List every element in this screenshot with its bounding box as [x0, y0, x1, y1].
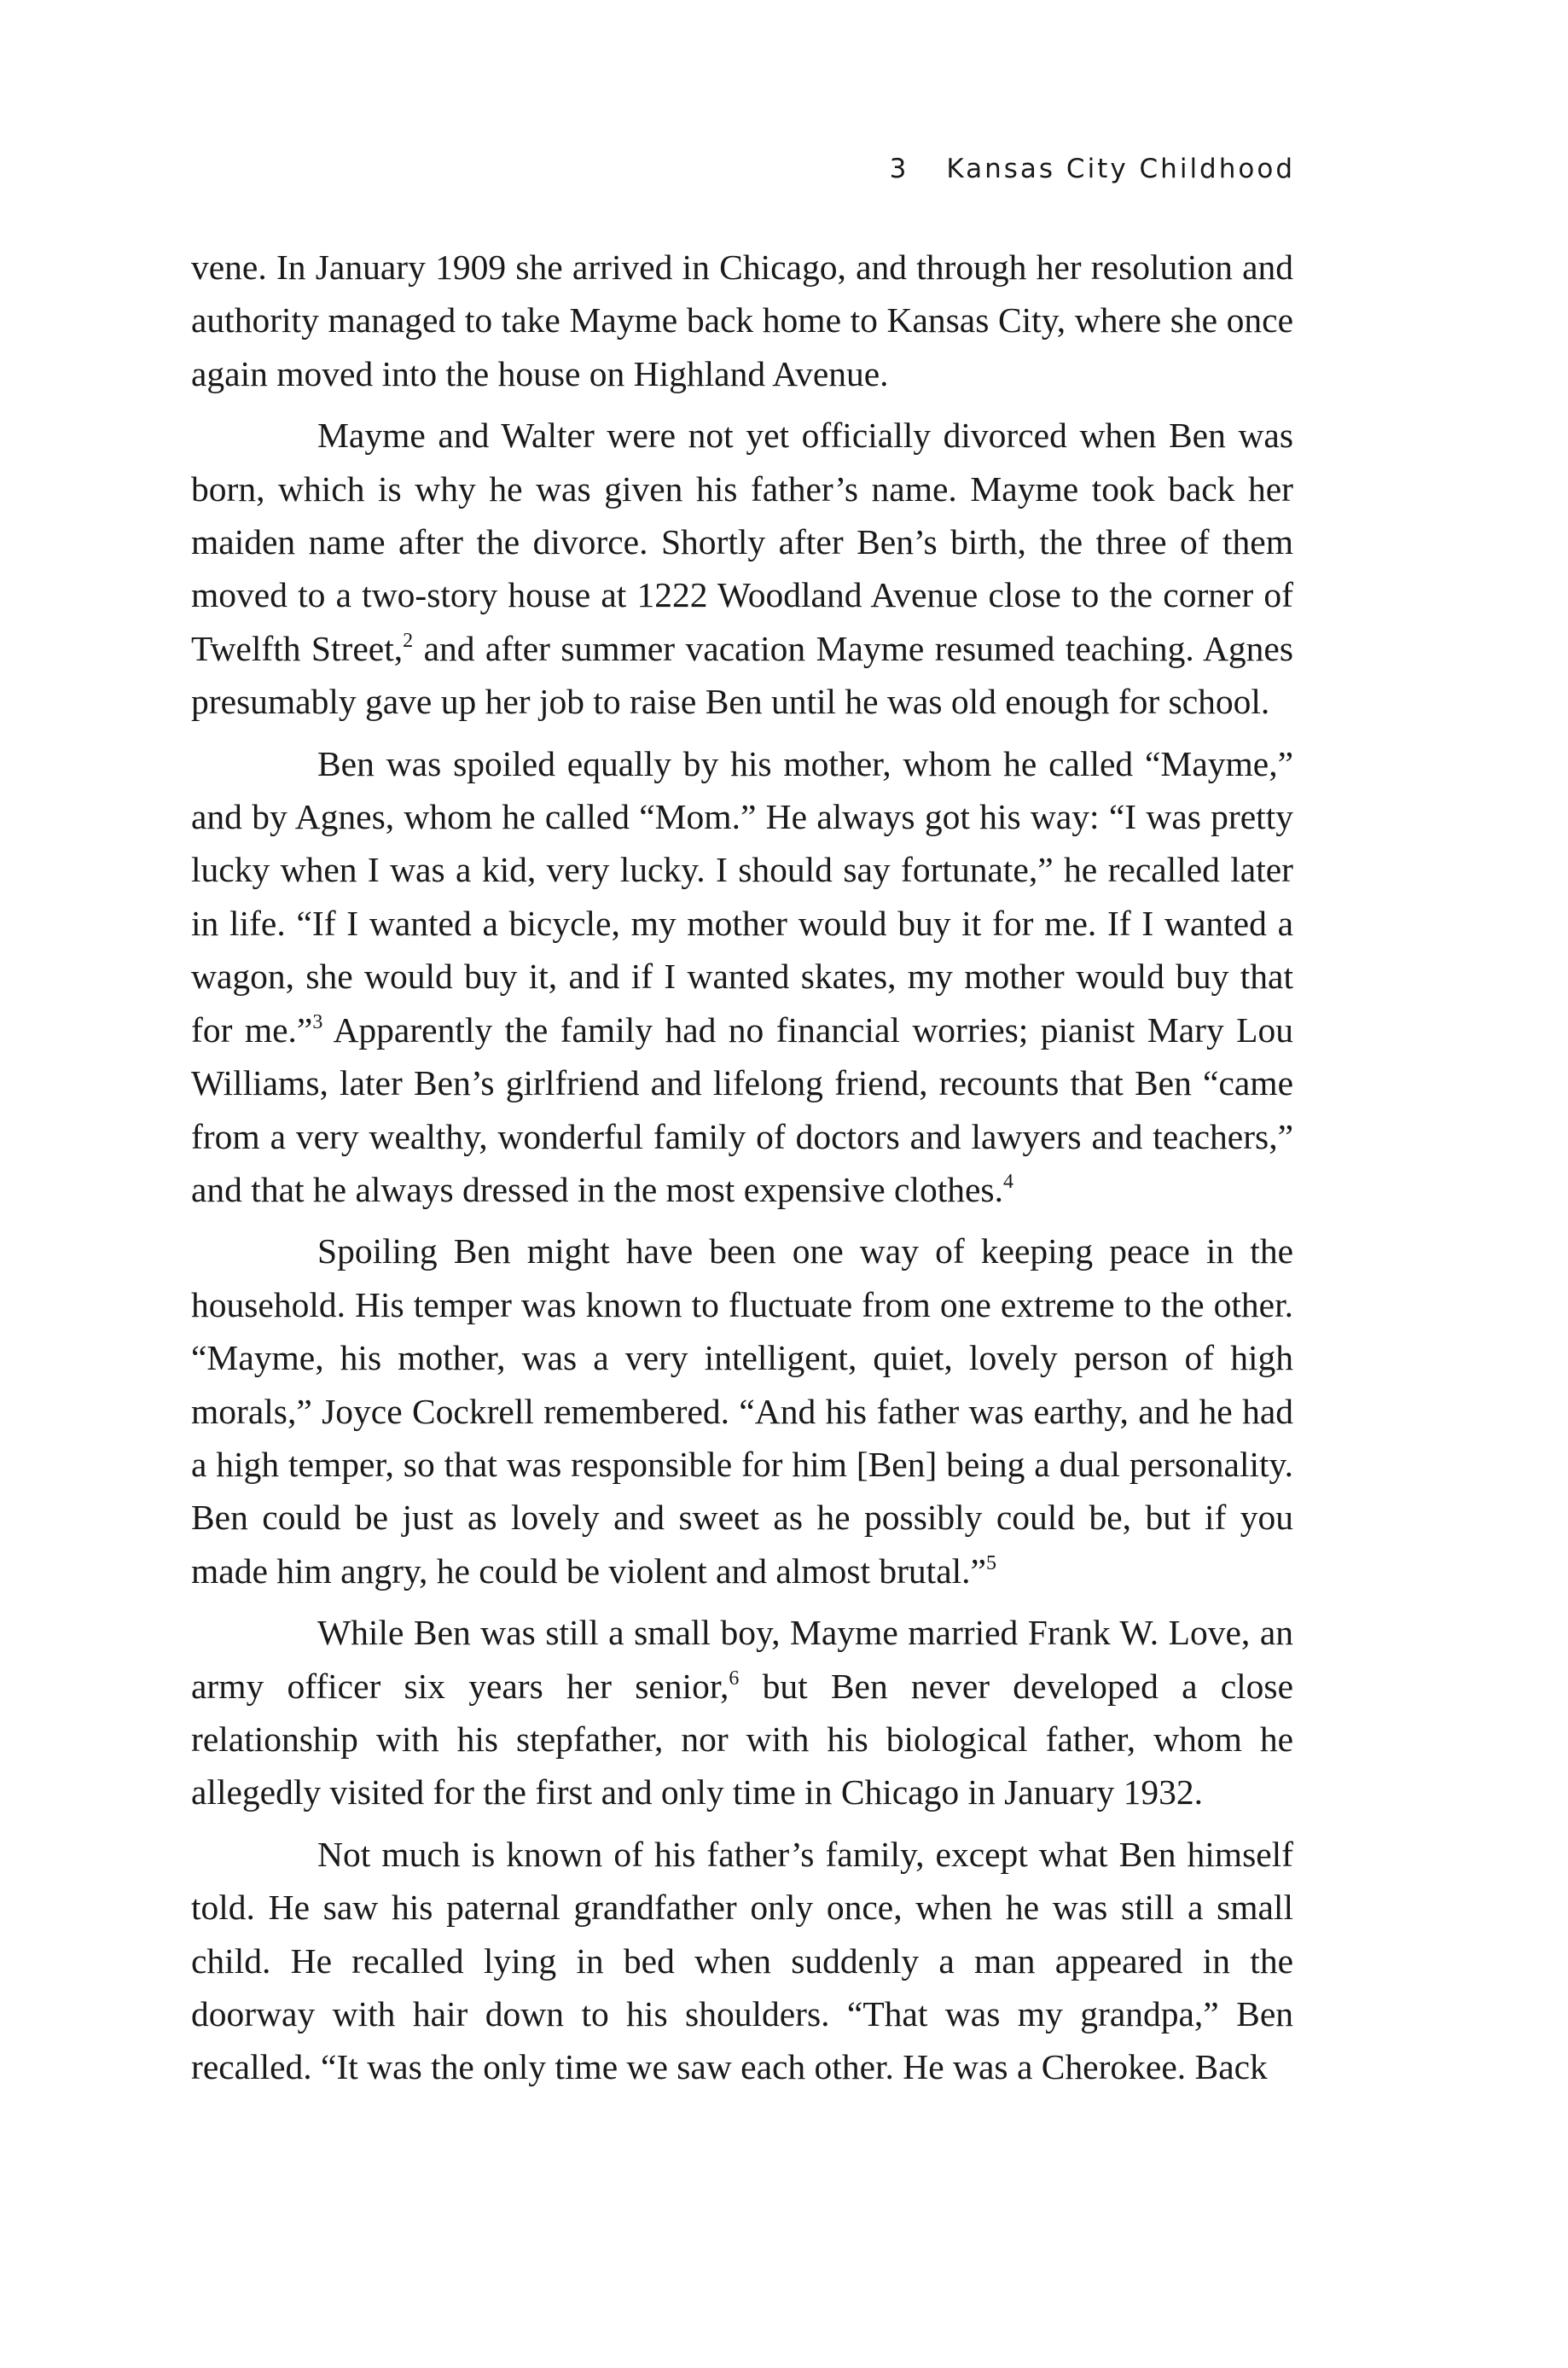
paragraph-4	[191, 1225, 1293, 1597]
paragraph-text: but Ben never developed a close relationship with his stepfather, nor with his biological father, whom he allegedly visited for the first and only time in Chicago in January 1932.	[191, 1666, 1293, 1812]
paragraph-text: vene. In January 1909 she arrived in Chicago, and through her resolution and authority managed to take Mayme back home to Kansas City, where she once again moved into the house on Highland Avenue.	[191, 247, 1293, 393]
footnote-reference: 5	[985, 1551, 996, 1574]
paragraph-2	[191, 409, 1293, 728]
body-text	[191, 241, 1293, 2103]
running-head	[890, 154, 1295, 184]
paragraph-text: and after summer vacation Mayme resumed teaching. Agnes presumably gave up her job to raise Ben until he was old enough for school.	[191, 628, 1293, 722]
page-number: 3	[889, 154, 909, 184]
chapter-title: Kansas City Childhood	[946, 154, 1295, 184]
footnote-reference: 3	[312, 1010, 323, 1033]
paragraph-text: Apparently the family had no financial worries; pianist Mary Lou Williams, later Ben’s girlfriend and lifelong friend, recounts that Ben “came from a very wealthy, wonderful family of doctors and lawyers and teachers,” and that he always dressed in the most expensive clothes.	[191, 1009, 1293, 1209]
paragraph-text: While Ben was still a small boy, Mayme married Frank W. Love, an army officer six years her senior,	[191, 1613, 1293, 1706]
footnote-reference: 2	[403, 629, 414, 652]
paragraph-text: Spoiling Ben might have been one way of keeping peace in the household. His temper was known to fluctuate from one extreme to the other. “Mayme, his mother, was a very intelligent, quiet, lovely person of high morals,” Joyce Cockrell remembered. “And his father was earthy, and he had a high temper, so that was responsible for him [Ben] being a dual personality. Ben could be just as lovely and sweet as he possibly could be, but if you made him angry, he could be violent and almost brutal.”	[191, 1231, 1293, 1591]
paragraph-1	[191, 241, 1293, 400]
paragraph-text: Not much is known of his father’s family, except what Ben himself told. He saw his paternal grandfather only once, when he was still a small child. He recalled lying in bed when suddenly a man appeared in the doorway with hair down to his shoulders. “That was my grandpa,” Ben recalled. “It was the only time we saw each other. He was a Cherokee. Back	[191, 1834, 1293, 2087]
paragraph-5	[191, 1606, 1293, 1819]
paragraph-6	[191, 1828, 1293, 2094]
paragraph-text: Ben was spoiled equally by his mother, whom he called “Mayme,” and by Agnes, whom he called “Mom.” He always got his way: “I was pretty lucky when I was a kid, very lucky. I should say fortunate,” he recalled later in life. “If I wanted a bicycle, my mother would buy it for me. If I wanted a wagon, she would buy it, and if I wanted skates, my mother would buy that for me.”	[191, 743, 1293, 1050]
footnote-reference: 6	[729, 1667, 740, 1690]
paragraph-text: Mayme and Walter were not yet officially divorced when Ben was born, which is why he was given his father’s name. Mayme took back her maiden name after the divorce. Shortly after Ben’s birth, the three of them moved to a two-story house at 1222 Woodland Avenue close to the corner of Twelfth Street,	[191, 416, 1293, 668]
footnote-reference: 4	[1002, 1170, 1013, 1193]
paragraph-3	[191, 737, 1293, 1217]
